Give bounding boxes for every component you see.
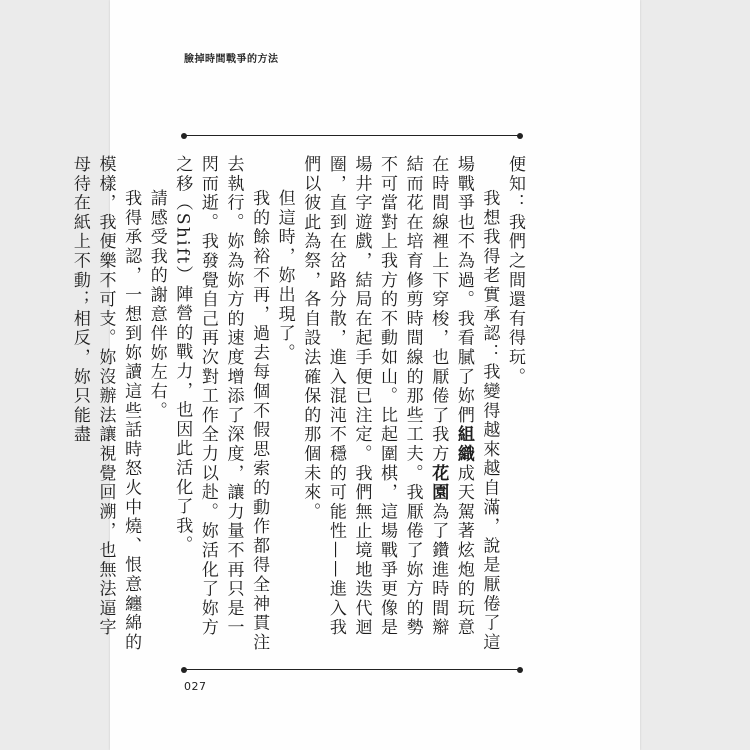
running-head: 臉掉時間戰爭的方法 — [184, 54, 279, 65]
bottom-rule — [184, 669, 520, 670]
top-rule — [184, 135, 520, 136]
paragraph: 但這時，妳出現了。 — [274, 189, 295, 363]
body-text — [66, 155, 527, 655]
paragraph: 我得承認，一想到妳讀這些話時怒火中燒、恨意纏綿的模樣，我便樂不可支。妳沒辦法讓視覺回溯，也無法逼字母待在紙上不動；相反，妳只能盡 — [69, 155, 142, 653]
emphasis: 組織 — [453, 425, 474, 464]
paragraph: 我想我得老實承認：我變得越來越自滿，說是厭倦了這場戰爭也不為過。我看膩了妳們組織成天駕著炫炮的玩意在時間線裡上下穿梭，也厭倦了我方花園為了鑽進時間辮結而花在培育修剪時間線的那些工夫。我厭倦了妳方的勢不可當對上我方的不動如山。比起圍棋，這場戰爭更像是場井字遊戲，結局在起手便已注定。我們無止境地迭代迴圈，直到在岔路分散，進入混沌不穩的可能性——進入我們以彼此為祭，各自設法確保的那個未來。 — [300, 155, 500, 653]
paragraph: 我的餘裕不再，過去每個不假思索的動作都得全神貫注去執行。妳為妳方的速度增添了深度，讓力量不再只是一閃而逝。我發覺自己再次對工作全力以赴。妳活化了妳方之移（Shift）陣營的戰力，也因此活化了我。 — [172, 155, 270, 653]
book-page — [69, 0, 640, 750]
paragraph: 請感受我的謝意伴妳左右。 — [146, 189, 167, 421]
emphasis: 花園 — [428, 463, 449, 503]
page-number: 027 — [184, 680, 207, 693]
paragraph: 便知：我們之間還有得玩。 — [505, 155, 525, 387]
